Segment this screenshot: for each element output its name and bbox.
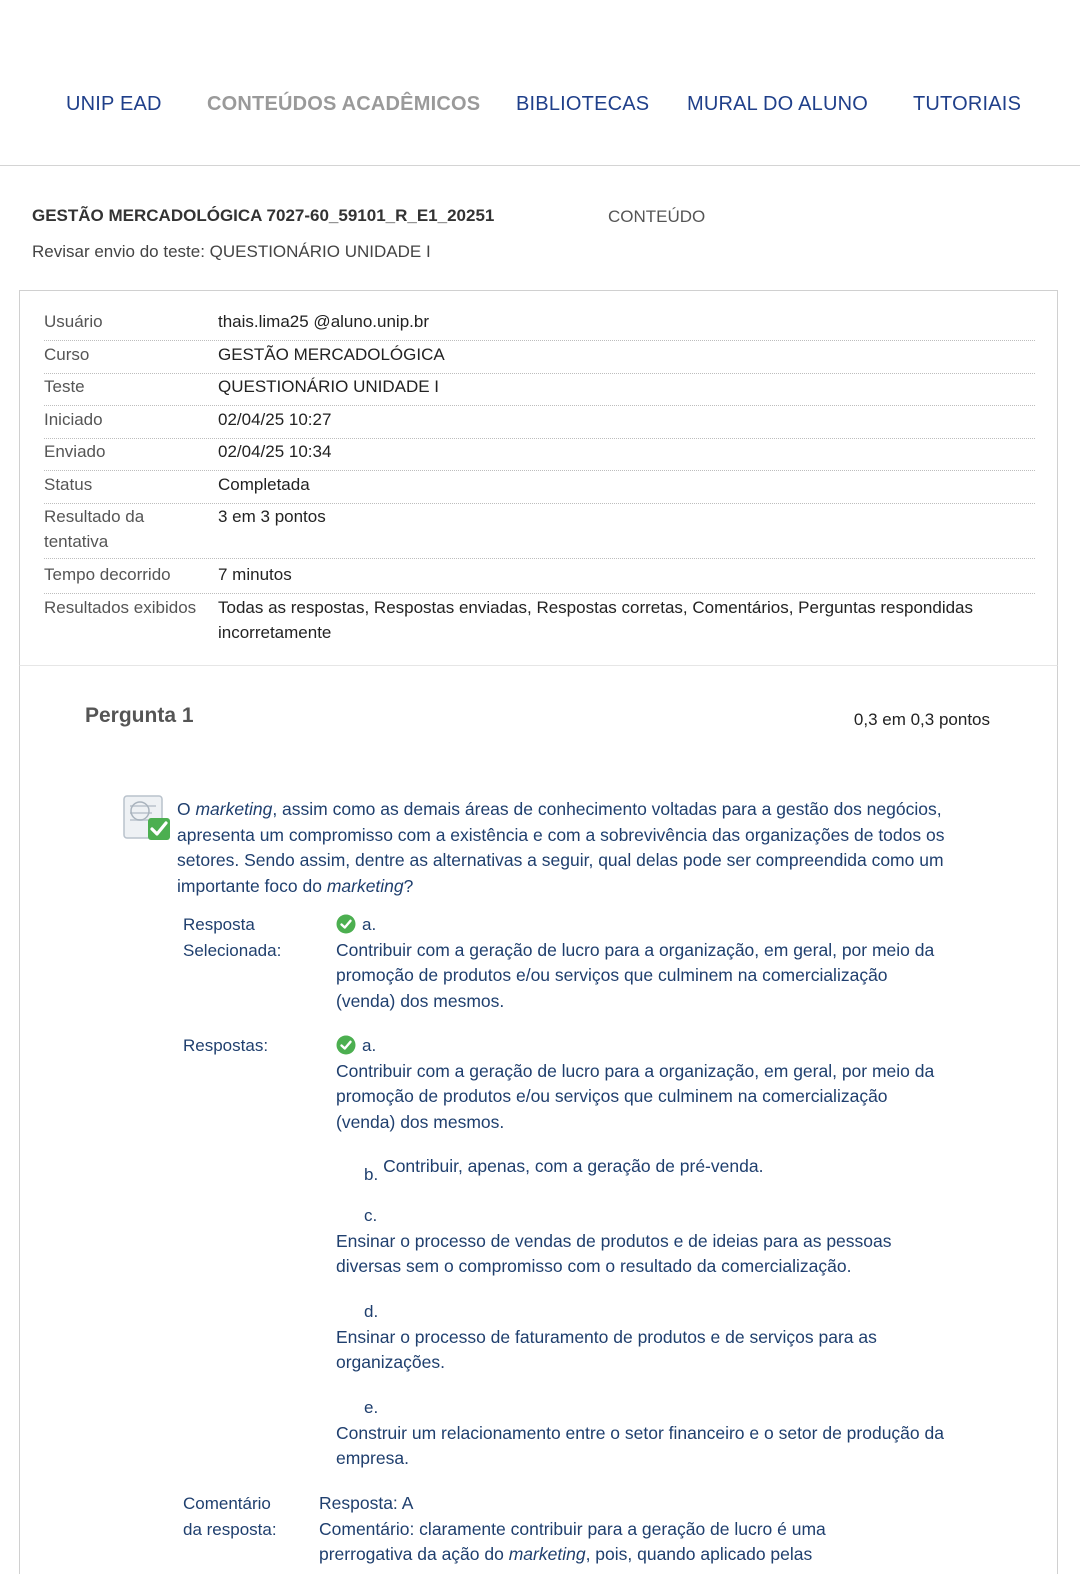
nav-tutoriais[interactable]: TUTORIAIS bbox=[913, 93, 1022, 115]
question-text-emphasis: marketing bbox=[326, 875, 404, 896]
answer-option-c bbox=[336, 1203, 956, 1280]
answer-text: Ensinar o processo de vendas de produtos e de ideias para as pessoas diversas sem o compromisso com o resultado da comercialização. bbox=[336, 1230, 892, 1276]
comment-text-emphasis: marketing bbox=[508, 1544, 586, 1564]
info-value: 3 em 3 pontos bbox=[218, 507, 326, 526]
question-text bbox=[177, 797, 957, 899]
info-value: thais.lima25 @aluno.unip.br bbox=[218, 312, 429, 331]
info-value: Todas as respostas, Respostas enviadas, Respostas corretas, Comentários, Perguntas respondidas incorretamente bbox=[218, 598, 974, 642]
info-row-status bbox=[44, 472, 1035, 504]
info-label: Usuário bbox=[44, 312, 103, 331]
comment-label bbox=[183, 1491, 277, 1542]
answer-option-b bbox=[364, 1154, 964, 1184]
answer-letter-row bbox=[336, 1033, 936, 1059]
info-row-teste bbox=[44, 374, 1035, 406]
answer-option-e bbox=[336, 1395, 956, 1472]
info-value: 7 minutos bbox=[218, 565, 292, 584]
page-title: Revisar envio do teste: QUESTIONÁRIO UNIDADE I bbox=[32, 242, 431, 261]
info-label: Teste bbox=[44, 377, 85, 396]
question-text-part: O bbox=[177, 799, 196, 819]
question-title: Pergunta 1 bbox=[85, 704, 194, 727]
nav-mural-do-aluno[interactable]: MURAL DO ALUNO bbox=[687, 93, 868, 115]
info-value: QUESTIONÁRIO UNIDADE I bbox=[218, 377, 440, 396]
answers-label: Respostas: bbox=[183, 1036, 269, 1055]
comment-answer: Resposta: A bbox=[319, 1493, 414, 1513]
answer-text: Ensinar o processo de faturamento de produtos e de serviços para as organizações. bbox=[336, 1326, 877, 1372]
comment-text-part: Comentário: claramente contribuir para a geração de lucro é uma prerrogativa da ação do bbox=[319, 1518, 826, 1564]
answer-text: Contribuir, apenas, com a geração de pré-venda. bbox=[383, 1156, 764, 1176]
nav-bibliotecas[interactable]: BIBLIOTECAS bbox=[516, 93, 650, 115]
answer-letter: a. bbox=[362, 915, 377, 934]
info-row-usuario bbox=[44, 309, 1035, 341]
selected-answer-letter-row bbox=[336, 912, 936, 938]
info-row-curso bbox=[44, 342, 1035, 374]
question-points: 0,3 em 0,3 pontos bbox=[853, 710, 990, 729]
question-text-part: , assim como as demais áreas de conhecimento voltadas para a gestão dos negócios, apresenta um compromisso com a existência e com a sobrevivência das organizações de todos os setores. Sendo assim, dentre as alternativas a seguir, qual delas pode ser compreendida como um importante foco do bbox=[177, 799, 945, 896]
answer-comment bbox=[319, 1491, 919, 1568]
check-icon bbox=[336, 1035, 356, 1055]
comment-label-line: Comentário bbox=[183, 1494, 271, 1513]
info-label: Enviado bbox=[44, 442, 106, 461]
info-value: GESTÃO MERCADOLÓGICA bbox=[218, 345, 445, 364]
answer-text: Contribuir com a geração de lucro para a organização, em geral, por meio da promoção de produtos e/ou serviços que culminem na comercialização (venda) dos mesmos. bbox=[336, 1060, 935, 1132]
question-section bbox=[19, 666, 1058, 1574]
info-row-resultado bbox=[44, 504, 1035, 559]
info-row-iniciado bbox=[44, 407, 1035, 439]
comment-label-line: da resposta: bbox=[183, 1519, 277, 1539]
question-text-part: ? bbox=[403, 875, 414, 896]
selected-answer bbox=[336, 912, 936, 1014]
info-value: 02/04/25 10:27 bbox=[218, 410, 332, 429]
answer-letter: c. bbox=[364, 1206, 378, 1225]
info-label: Resultado da tentativa bbox=[44, 507, 145, 551]
course-title[interactable]: GESTÃO MERCADOLÓGICA 7027-60_59101_R_E1_20251 bbox=[32, 206, 495, 225]
info-row-enviado bbox=[44, 439, 1035, 471]
nav-conteudos-academicos[interactable]: CONTEÚDOS ACADÊMICOS bbox=[207, 93, 481, 115]
answer-letter: b. bbox=[364, 1165, 379, 1184]
check-icon bbox=[336, 914, 356, 934]
answer-letter: d. bbox=[364, 1302, 379, 1321]
info-label: Status bbox=[44, 475, 93, 494]
answer-letter: a. bbox=[362, 1036, 377, 1055]
answer-letter: e. bbox=[364, 1398, 379, 1417]
selected-answer-text: Contribuir com a geração de lucro para a organização, em geral, por meio da promoção de produtos e/ou serviços que culminem na comercialização (venda) dos mesmos. bbox=[336, 939, 935, 1011]
nav-unip-ead[interactable]: UNIP EAD bbox=[66, 93, 162, 115]
info-label: Iniciado bbox=[44, 410, 103, 429]
answer-option-a bbox=[336, 1033, 936, 1135]
attempt-info-box bbox=[19, 290, 1058, 666]
top-navigation bbox=[0, 0, 1080, 166]
correct-answer-icon bbox=[122, 794, 172, 844]
selected-answer-label: Resposta Selecionada: bbox=[183, 915, 282, 960]
info-row-resultados-exibidos bbox=[44, 595, 1035, 650]
comment-text-part: , pois, quando aplicado pelas bbox=[585, 1544, 813, 1564]
info-row-tempo bbox=[44, 562, 1035, 594]
info-label: Resultados exibidos bbox=[44, 598, 197, 617]
info-value: Completada bbox=[218, 475, 310, 494]
info-label: Curso bbox=[44, 345, 90, 364]
content-link[interactable]: CONTEÚDO bbox=[608, 207, 706, 226]
answer-option-d bbox=[336, 1299, 956, 1376]
info-label: Tempo decorrido bbox=[44, 565, 171, 584]
info-value: 02/04/25 10:34 bbox=[218, 442, 332, 461]
comment-text bbox=[319, 1517, 919, 1568]
answer-text: Construir um relacionamento entre o setor financeiro e o setor de produção da empresa. bbox=[336, 1422, 944, 1468]
question-text-emphasis: marketing bbox=[195, 799, 273, 819]
